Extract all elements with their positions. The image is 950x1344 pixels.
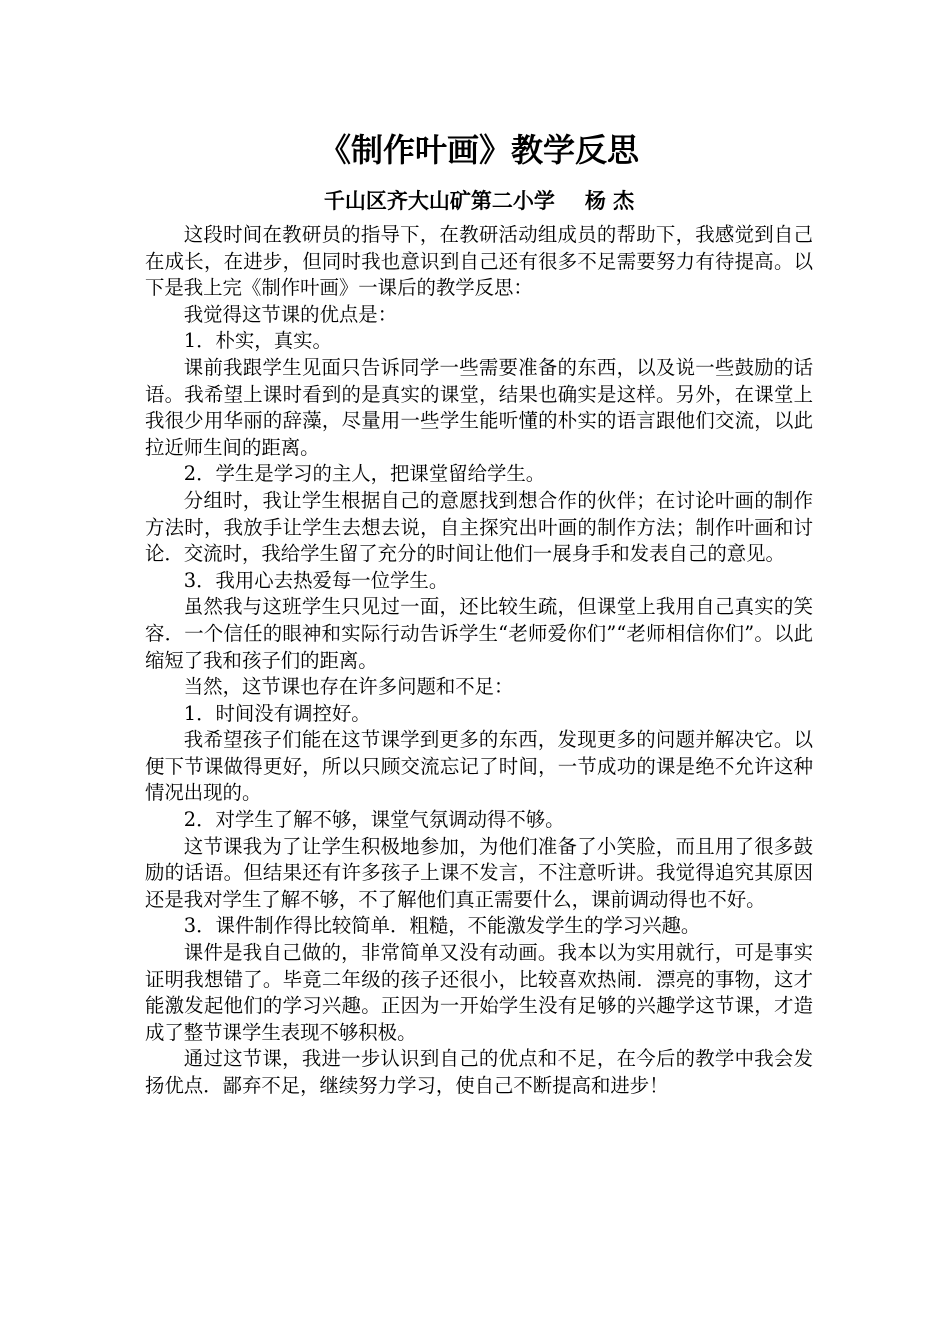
paragraph: 3．课件制作得比较简单．粗糙，不能激发学生的学习兴趣。 — [183, 914, 701, 938]
paragraph: 这段时间在教研员的指导下，在教研活动组成员的帮助下，我感觉到自己在成长，在进步，但同时我也意识到自己还有很多不足需要努力有待提高。以下是我上完《制作叶画》一课后的教学反思： — [145, 223, 813, 300]
document-byline — [145, 186, 813, 216]
paragraph: 我希望孩子们能在这节课学到更多的东西，发现更多的问题并解决它。以便下节课做得更好，所以只顾交流忘记了时间，一节成功的课是绝不允许这种情况出现的。 — [145, 728, 813, 805]
paragraph: 我觉得这节课的优点是： — [183, 302, 398, 326]
paragraph: 2．学生是学习的主人，把课堂留给学生。 — [183, 462, 546, 486]
school-name: 千山区齐大山矿第二小学 — [323, 189, 555, 213]
paragraph: 当然，这节课也存在许多问题和不足： — [183, 675, 514, 699]
paragraph: 2．对学生了解不够，课堂气氛调动得不够。 — [183, 808, 565, 832]
paragraph: 通过这节课，我进一步认识到自己的优点和不足，在今后的教学中我会发扬优点．鄙弃不足，继续努力学习，使自己不断提高和进步！ — [145, 1047, 813, 1097]
document-page — [145, 128, 813, 1100]
paragraph: 课件是我自己做的，非常简单又没有动画。我本以为实用就行，可是事实证明我想错了。毕竟二年级的孩子还很小，比较喜欢热闹．漂亮的事物，这才能激发起他们的学习兴趣。正因为一开始学生没有足够的兴趣学这节课，才造成了整节课学生表现不够积极。 — [145, 941, 813, 1044]
paragraph: 虽然我与这班学生只见过一面，还比较生疏，但课堂上我用自己真实的笑容．一个信任的眼神和实际行动告诉学生“老师爱你们”“老师相信你们”。以此缩短了我和孩子们的距离。 — [145, 595, 813, 672]
paragraph: 1．时间没有调控好。 — [183, 701, 371, 725]
document-title: 《制作叶画》教学反思 — [318, 131, 639, 169]
paragraph: 这节课我为了让学生积极地参加，为他们准备了小笑脸，而且用了很多鼓励的话语。但结果还有许多孩子上课不发言，不注意听讲。我觉得追究其原因还是我对学生了解不够，不了解他们真正需要什么，课前调动得也不好。 — [145, 834, 813, 911]
paragraph: 3．我用心去热爱每一位学生。 — [183, 568, 449, 592]
paragraph: 课前我跟学生见面只告诉同学一些需要准备的东西，以及说一些鼓励的话语。我希望上课时看到的是真实的课堂，结果也确实是这样。另外，在课堂上我很少用华丽的辞藻，尽量用一些学生能听懂的朴实的语言跟他们交流，以此拉近师生间的距离。 — [145, 355, 813, 459]
author-name: 杨 杰 — [584, 189, 635, 213]
paragraph: 分组时，我让学生根据自己的意愿找到想合作的伙伴；在讨论叶画的制作方法时，我放手让学生去想去说，自主探究出叶画的制作方法；制作叶画和讨论．交流时，我给学生留了充分的时间让他们一展身手和发表自己的意见。 — [145, 488, 813, 566]
paragraph: 1．朴实，真实。 — [183, 329, 332, 353]
document-body — [145, 222, 813, 1100]
